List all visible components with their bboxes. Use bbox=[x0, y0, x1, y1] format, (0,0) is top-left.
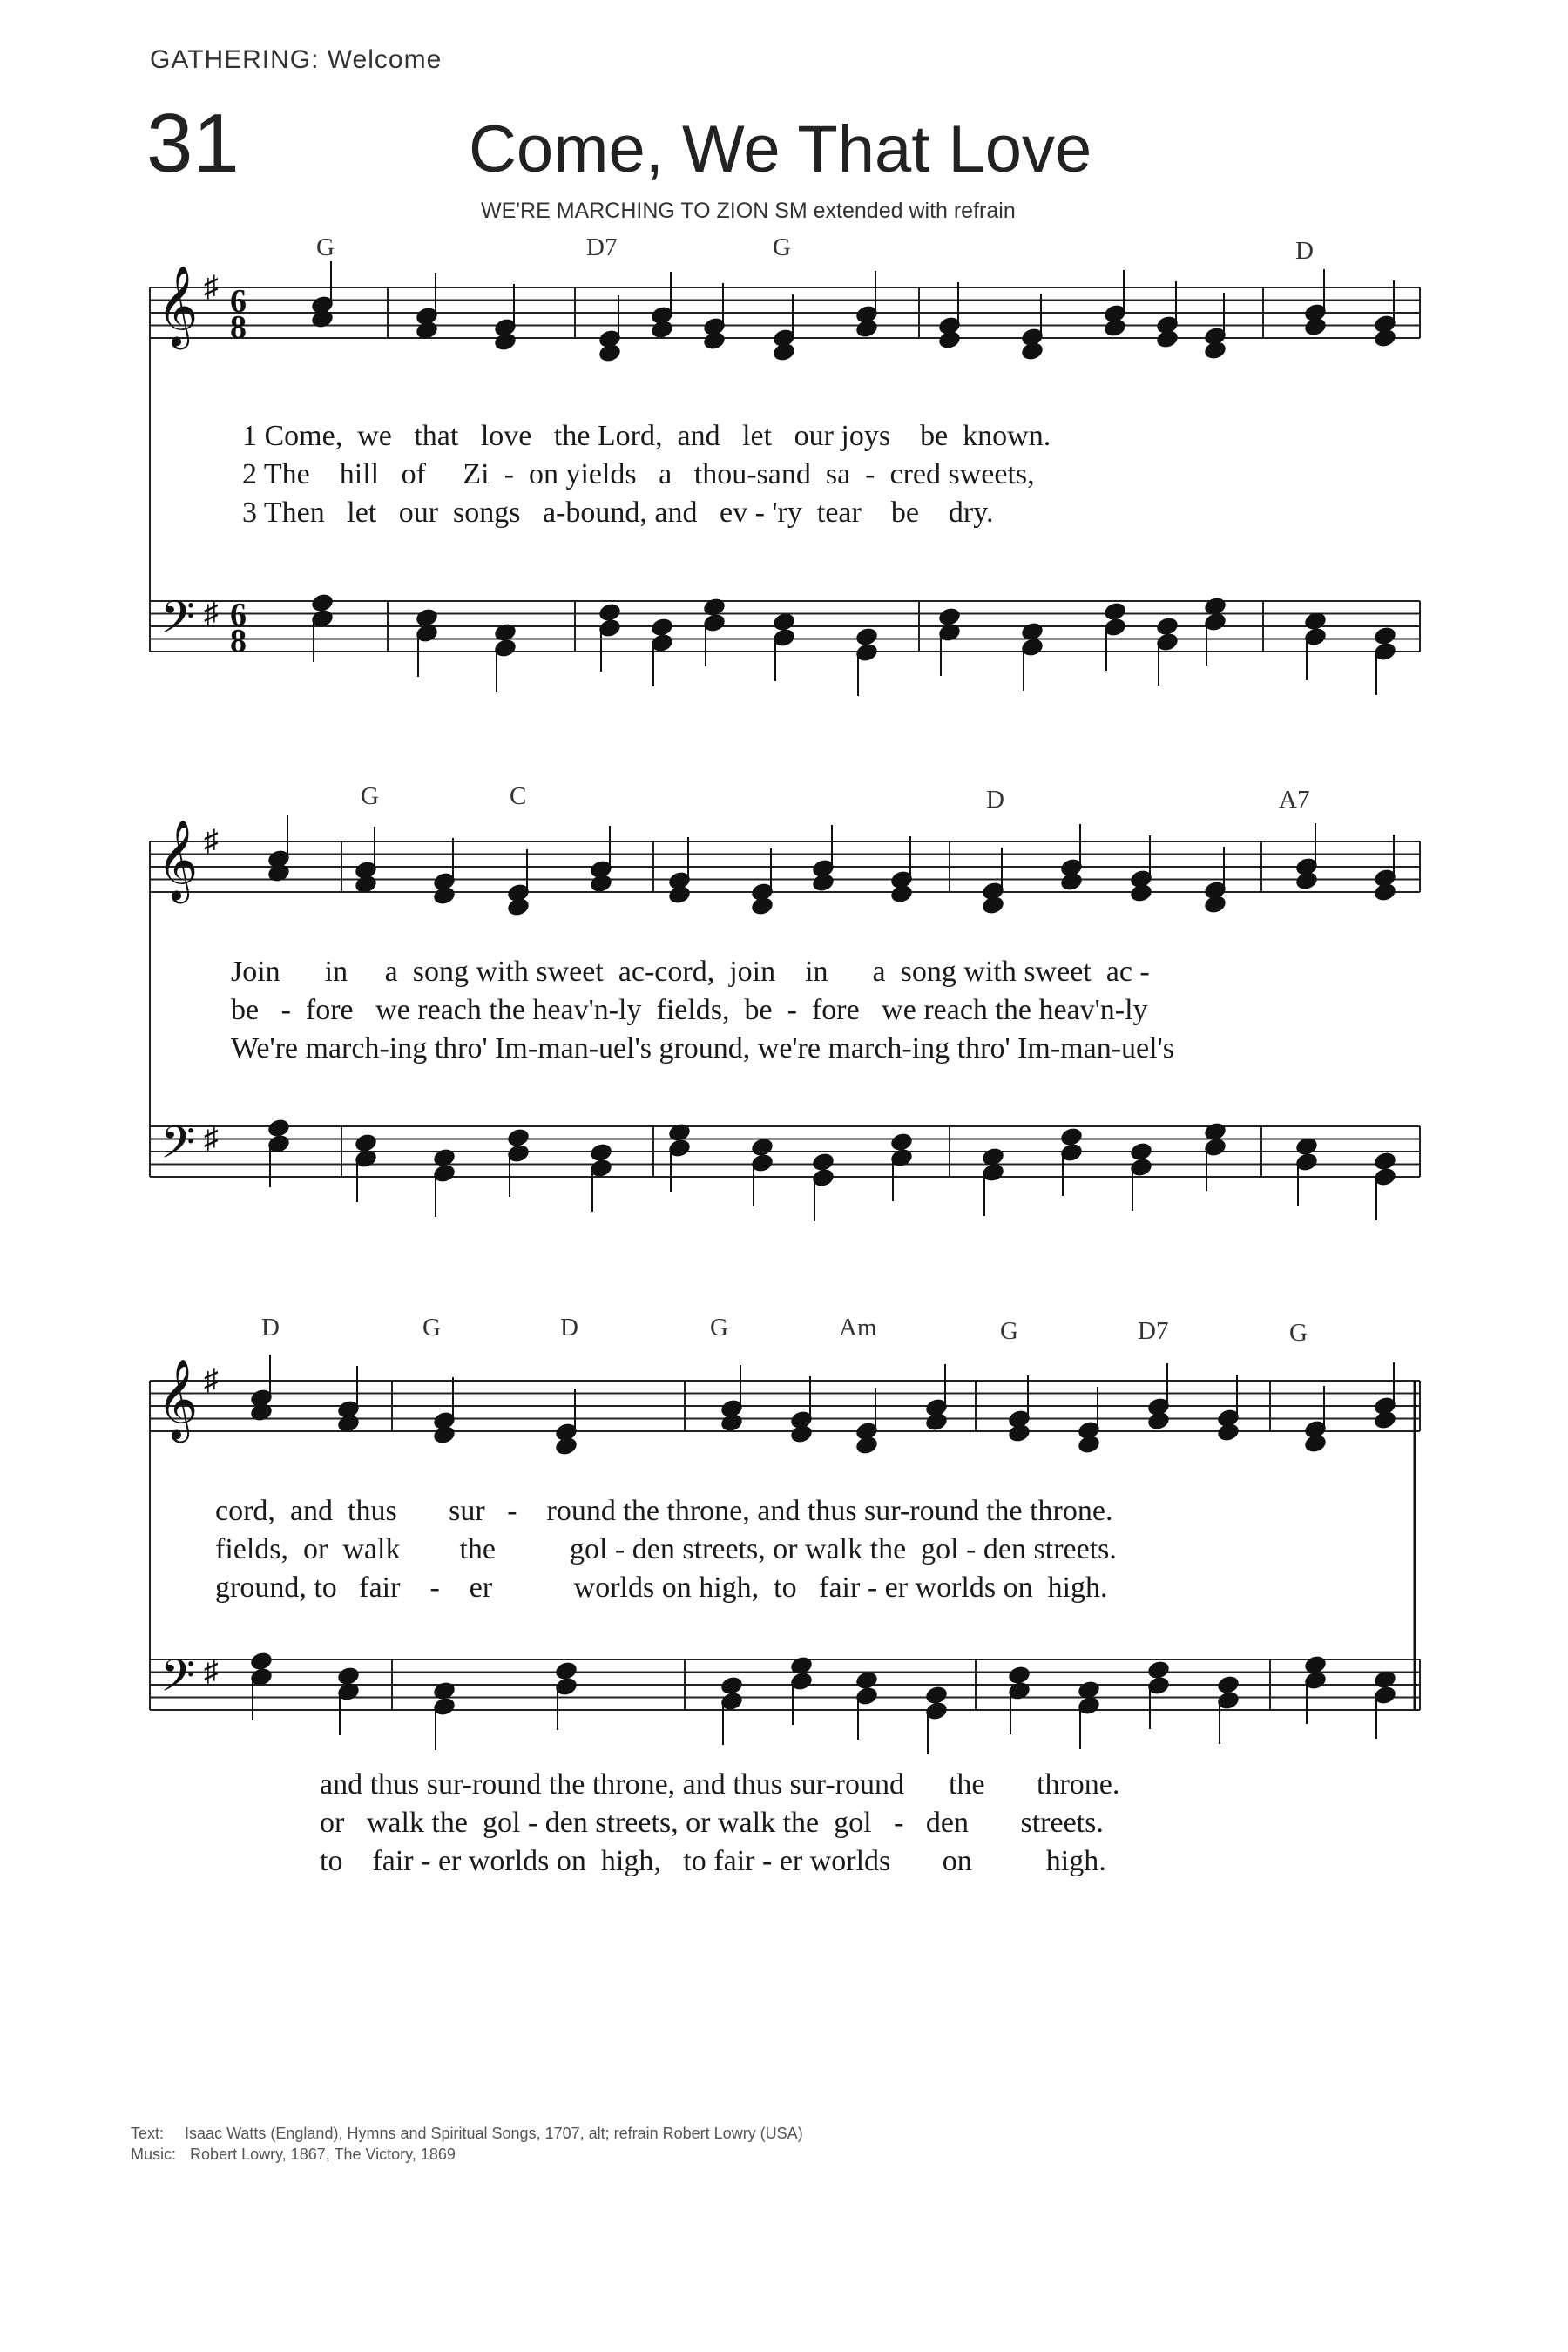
lyric-verse-2: fields, or walk the gol - den streets, or walk the gol - den streets. bbox=[215, 1533, 1117, 1565]
lyric-verse-2: 2 The hill of Zi - on yields a thou-sand sa - cred sweets, bbox=[242, 458, 1035, 490]
notehead bbox=[416, 608, 438, 628]
notehead bbox=[812, 873, 835, 893]
notehead bbox=[720, 1676, 743, 1696]
chord-symbol: D bbox=[560, 1314, 578, 1342]
chord-symbol: G bbox=[1000, 1317, 1018, 1345]
notehead bbox=[1374, 882, 1396, 902]
chord-symbol: G bbox=[361, 782, 379, 810]
notehead bbox=[250, 1652, 273, 1672]
lyric-verse-3: We're march-ing thro' Im-man-uel's ground, we're march-ing thro' Im-man-uel's bbox=[231, 1032, 1174, 1064]
credits-music-label: Music: bbox=[131, 2146, 177, 2163]
sharp-icon: ♯ bbox=[204, 271, 219, 303]
notehead bbox=[1204, 341, 1227, 361]
notehead bbox=[855, 1671, 878, 1691]
notehead bbox=[1060, 872, 1083, 892]
chord-symbol: D7 bbox=[1138, 1317, 1169, 1345]
notehead bbox=[337, 1414, 360, 1434]
notehead bbox=[1295, 871, 1318, 891]
notehead bbox=[1304, 317, 1327, 337]
bass-clef-icon: 𝄢 bbox=[160, 594, 195, 653]
time-signature-bottom: 8 bbox=[230, 623, 247, 659]
notehead bbox=[812, 1152, 835, 1173]
notehead bbox=[855, 627, 878, 647]
notehead bbox=[416, 321, 438, 341]
notehead bbox=[311, 593, 334, 613]
bass-clef-icon: 𝄢 bbox=[160, 1119, 195, 1179]
notehead bbox=[1008, 1666, 1031, 1686]
notehead bbox=[1021, 341, 1044, 362]
lyric-verse-2: be - fore we reach the heav'n-ly fields, be - fore we reach the heav'n-ly bbox=[231, 994, 1148, 1026]
notehead bbox=[598, 343, 621, 363]
notehead bbox=[598, 603, 621, 623]
notehead bbox=[337, 1666, 360, 1686]
notehead bbox=[1204, 895, 1227, 915]
notehead bbox=[751, 896, 774, 916]
notehead bbox=[1147, 1411, 1170, 1431]
notehead bbox=[651, 320, 673, 340]
notehead bbox=[494, 332, 517, 352]
credits-music-line bbox=[131, 2146, 456, 2164]
chord-symbol: G bbox=[1289, 1319, 1308, 1347]
chord-symbol: D7 bbox=[586, 233, 618, 261]
hymn-number: 31 bbox=[146, 97, 240, 190]
tune-name: WE'RE MARCHING TO ZION SM extended with refrain bbox=[481, 199, 1016, 223]
notehead bbox=[355, 875, 377, 895]
notehead bbox=[668, 885, 691, 905]
notehead bbox=[555, 1436, 578, 1456]
notehead bbox=[790, 1424, 813, 1444]
notehead bbox=[590, 1143, 612, 1163]
bass-echo-lyric-3: to fair - er worlds on high, to fair - er worlds on high. bbox=[320, 1845, 1106, 1877]
notehead bbox=[1130, 883, 1152, 903]
notehead bbox=[1104, 602, 1126, 622]
chord-symbol: G bbox=[710, 1314, 728, 1342]
notehead bbox=[355, 1133, 377, 1153]
notehead bbox=[773, 342, 795, 362]
notehead bbox=[1156, 329, 1179, 349]
sharp-icon: ♯ bbox=[204, 597, 219, 630]
notehead bbox=[433, 1425, 456, 1445]
notehead bbox=[925, 1412, 948, 1432]
lyric-verse-3: ground, to fair - er worlds on high, to fair - er worlds on high. bbox=[215, 1571, 1108, 1604]
chord-symbol: C bbox=[510, 782, 527, 810]
sharp-icon: ♯ bbox=[204, 825, 219, 857]
treble-clef-icon: 𝄞 bbox=[157, 268, 199, 345]
bass-echo-lyric-1: and thus sur-round the throne, and thus sur-round the throne. bbox=[320, 1768, 1120, 1801]
notehead bbox=[1156, 617, 1179, 637]
notehead bbox=[720, 1413, 743, 1433]
notehead bbox=[1147, 1660, 1170, 1680]
notehead bbox=[938, 330, 961, 350]
notehead bbox=[507, 1128, 530, 1148]
lyric-verse-3: 3 Then let our songs a-bound, and ev - 'ry tear be dry. bbox=[242, 497, 994, 529]
notehead bbox=[590, 874, 612, 894]
notehead bbox=[1374, 1152, 1396, 1172]
bass-echo-lyric-2: or walk the gol - den streets, or walk the gol - den streets. bbox=[320, 1807, 1104, 1839]
section-heading: GATHERING: Welcome bbox=[150, 45, 443, 74]
credits-text-line bbox=[131, 2125, 803, 2143]
notehead bbox=[651, 618, 673, 638]
time-signature-top: 6 bbox=[230, 597, 247, 633]
lyric-verse-1: Join in a song with sweet ac-cord, join in a song with sweet ac - bbox=[231, 956, 1150, 988]
notehead bbox=[1304, 1434, 1327, 1454]
credits-text: Isaac Watts (England), Hymns and Spiritual Songs, 1707, alt; refrain Robert Lowry (USA) bbox=[185, 2125, 803, 2142]
chord-symbol: D bbox=[261, 1314, 280, 1342]
treble-clef-icon: 𝄞 bbox=[157, 822, 199, 899]
chord-symbol: G bbox=[316, 233, 335, 261]
sharp-icon: ♯ bbox=[204, 1364, 219, 1396]
credits-music: Robert Lowry, 1867, The Victory, 1869 bbox=[190, 2146, 456, 2163]
chord-symbol: A7 bbox=[1279, 786, 1310, 814]
notehead bbox=[855, 1436, 878, 1456]
notehead bbox=[982, 896, 1004, 916]
lyric-verse-1: 1 Come, we that love the Lord, and let our joys be known. bbox=[242, 420, 1051, 452]
time-signature-bottom: 8 bbox=[230, 309, 247, 346]
notehead bbox=[1217, 1423, 1240, 1443]
notehead bbox=[1008, 1423, 1031, 1443]
notehead bbox=[925, 1686, 948, 1706]
notehead bbox=[1217, 1675, 1240, 1695]
chord-symbol: G bbox=[422, 1314, 441, 1342]
notehead bbox=[1374, 1410, 1396, 1430]
hymn-title: Come, We That Love bbox=[469, 112, 1092, 186]
notehead bbox=[773, 612, 795, 632]
notehead bbox=[1060, 1127, 1083, 1147]
notehead bbox=[433, 886, 456, 906]
sharp-icon: ♯ bbox=[204, 1122, 219, 1155]
bass-clef-icon: 𝄢 bbox=[160, 1652, 195, 1712]
notehead bbox=[1130, 1142, 1152, 1162]
notehead bbox=[555, 1661, 578, 1681]
chord-symbol: Am bbox=[839, 1314, 877, 1342]
notehead bbox=[703, 331, 726, 351]
notehead bbox=[1374, 626, 1396, 646]
lyric-verse-1: cord, and thus sur - round the throne, and thus sur-round the throne. bbox=[215, 1495, 1113, 1527]
notehead bbox=[507, 897, 530, 917]
notehead bbox=[1374, 328, 1396, 348]
chord-symbol: G bbox=[773, 233, 791, 261]
notehead bbox=[1078, 1435, 1100, 1455]
notehead bbox=[1104, 318, 1126, 338]
notehead bbox=[751, 1138, 774, 1158]
time-signature-top: 6 bbox=[230, 283, 247, 320]
sharp-icon: ♯ bbox=[204, 1655, 219, 1688]
notehead bbox=[855, 319, 878, 339]
credits-text-label: Text: bbox=[131, 2125, 165, 2142]
treble-clef-icon: 𝄞 bbox=[157, 1362, 199, 1438]
notehead bbox=[267, 1119, 290, 1139]
chord-symbol: D bbox=[986, 786, 1004, 814]
notehead bbox=[938, 607, 961, 627]
chord-symbol: D bbox=[1295, 237, 1314, 265]
notehead bbox=[890, 884, 913, 904]
notehead bbox=[890, 1132, 913, 1152]
